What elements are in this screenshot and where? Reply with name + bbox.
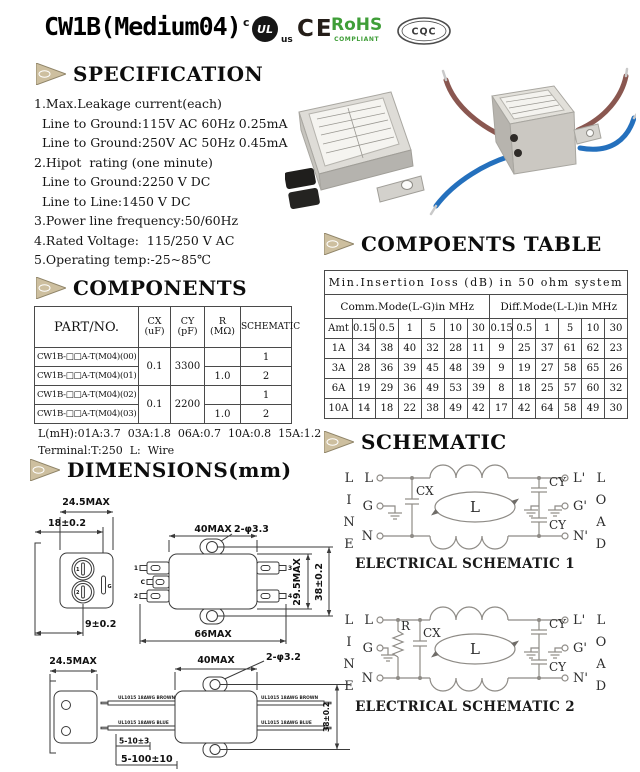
table-row	[35, 348, 292, 367]
line-letter: N	[343, 515, 355, 530]
wire-label-brown: UL1015 18AWG BROWN	[261, 696, 319, 701]
spec-line: 5.Operating temp:-25~85℃	[34, 252, 212, 267]
spec-line: Line to Ground:2250 V DC	[34, 174, 211, 189]
loss-cell: 38	[421, 399, 444, 419]
cqc-icon	[396, 16, 452, 46]
part-no: CW1B-□□A-T(M04)(02)	[35, 386, 139, 405]
dimension-drawing-wire-type	[28, 650, 355, 770]
part-no: CW1B-□□A-T(M04)(01)	[35, 367, 139, 386]
freq-cell: 10	[582, 319, 605, 339]
freq-cell: 30	[467, 319, 490, 339]
terminal-note: Terminal:T:250 L: Wire	[38, 444, 175, 457]
schematic-ref: 1	[241, 386, 292, 405]
comm-mode-header: Comm.Mode(L-G)in MHz	[325, 295, 490, 319]
cy-label: CY	[549, 518, 567, 532]
dim-overall-width: 24.5MAX	[49, 656, 97, 667]
rohs-compliant-label: COMPLIANT	[334, 36, 380, 43]
schematic-1-caption: ELECTRICAL SCHEMATIC 1	[355, 556, 575, 572]
components-table	[34, 306, 301, 424]
line-letter: I	[346, 493, 352, 508]
loss-cell: 18	[513, 379, 536, 399]
loss-cell: 64	[536, 399, 559, 419]
terminal-label: G'	[573, 641, 587, 656]
load-letter: A	[596, 657, 606, 672]
freq-cell: Amt	[325, 319, 353, 339]
loss-cell: 17	[490, 399, 513, 419]
section-components	[36, 276, 247, 300]
dim-mount-holes: 2-φ3.3	[234, 524, 269, 535]
dim-overall-width: 24.5MAX	[62, 497, 110, 508]
spec-line: 3.Power line frequency:50/60Hz	[34, 213, 239, 228]
part-no: CW1B-□□A-T(M04)(00)	[35, 348, 139, 367]
freq-cell: 1	[398, 319, 421, 339]
loss-cell: 65	[582, 359, 605, 379]
arrow-bullet-icon	[30, 459, 60, 481]
freq-cell: 1	[536, 319, 559, 339]
pin2-label: 2	[76, 590, 80, 596]
loss-cell: 9	[490, 339, 513, 359]
cy-value: 3300	[171, 348, 205, 386]
section-dimensions	[30, 458, 292, 482]
terminal-label: L	[364, 471, 373, 486]
line-letter: I	[346, 635, 352, 650]
terminal-label: G'	[573, 499, 587, 514]
loss-cell: 11	[467, 339, 490, 359]
inductor-label: L	[470, 640, 480, 658]
ground-slot-label: G	[107, 584, 112, 590]
loss-cell: 62	[582, 339, 605, 359]
ul-listed-icon	[241, 14, 297, 44]
table-row	[35, 386, 292, 405]
col-cx-unit: (uF)	[144, 326, 165, 337]
ul-c-label: c	[243, 16, 250, 29]
line-letter: N	[343, 657, 355, 672]
col-r	[205, 307, 241, 348]
loss-cell: 45	[421, 359, 444, 379]
cy-label: CY	[549, 475, 567, 489]
loss-cell: 42	[467, 399, 490, 419]
section-title: SPECIFICATION	[73, 62, 264, 86]
dim-strip-length: 5-10±3	[119, 736, 150, 746]
loss-cell: 28	[444, 339, 467, 359]
choke-arrow-icon	[431, 651, 439, 658]
amp-label: 3A	[325, 359, 353, 379]
loss-cell: 32	[604, 379, 627, 399]
dimension-drawing-terminal-type	[28, 492, 338, 652]
loss-cell: 49	[582, 399, 605, 419]
loss-cell: 49	[421, 379, 444, 399]
freq-cell: 0.15	[490, 319, 513, 339]
insertion-loss-table	[324, 270, 628, 419]
col-cy-unit: (pF)	[177, 326, 198, 337]
col-cx	[139, 307, 171, 348]
cy-label: CY	[549, 660, 567, 674]
product-photo-wire-type	[426, 66, 636, 234]
col-cy	[171, 307, 205, 348]
wire-label-blue: UL1015 18AWG BLUE	[261, 721, 312, 726]
terminal-label: N'	[573, 671, 588, 686]
col-r-label: R	[218, 315, 227, 327]
loss-cell: 8	[490, 379, 513, 399]
section-specification	[36, 62, 263, 86]
amp-label: 1A	[325, 339, 353, 359]
cy-value: 2200	[171, 386, 205, 424]
load-letter: D	[595, 679, 607, 694]
spec-line: 2.Hipot rating (one minute)	[34, 154, 213, 170]
col-schematic: SCHEMATIC	[241, 307, 292, 348]
loss-cell: 34	[353, 339, 376, 359]
section-title: COMPONENTS	[73, 276, 248, 300]
dim-wire-length: 5-100±10	[121, 754, 173, 765]
loss-title: Min.Insertion Ioss (dB) in 50 ohm system	[325, 271, 628, 295]
section-components-table	[324, 232, 602, 256]
freq-cell: 5	[421, 319, 444, 339]
spec-list	[34, 94, 288, 270]
loss-cell: 53	[444, 379, 467, 399]
loss-cell: 40	[398, 339, 421, 359]
cx-label: CX	[416, 484, 434, 498]
freq-cell: 0.15	[353, 319, 376, 339]
section-schematic	[324, 430, 507, 454]
section-title: SCHEMATIC	[361, 430, 507, 454]
line-letter: L	[344, 613, 354, 628]
rohs-icon	[331, 15, 382, 43]
load-letter: D	[595, 537, 607, 552]
freq-cell: 10	[444, 319, 467, 339]
terminal-3-label: 3	[288, 565, 293, 572]
terminal-label: N'	[573, 529, 588, 544]
arrow-bullet-icon	[324, 233, 354, 255]
cqc-label: CQC	[411, 26, 437, 38]
freq-header-row	[325, 319, 628, 339]
inductor-label: L	[470, 498, 480, 516]
col-r-unit: (MΩ)	[209, 326, 236, 337]
r-value-empty	[205, 386, 241, 405]
terminal-label: G	[362, 641, 373, 656]
schematic-2-caption: ELECTRICAL SCHEMATIC 2	[355, 699, 575, 715]
loss-cell: 39	[467, 379, 490, 399]
schematic-ref: 1	[241, 348, 292, 367]
loss-cell: 25	[536, 379, 559, 399]
loss-cell: 38	[375, 339, 398, 359]
load-letter: A	[596, 515, 606, 530]
top-view	[140, 534, 333, 644]
load-letter: O	[595, 493, 607, 508]
r-value: 1.0	[205, 367, 241, 386]
arrow-bullet-icon	[36, 277, 66, 299]
loss-cell: 39	[467, 359, 490, 379]
loss-cell: 58	[559, 359, 582, 379]
page-title: CW1B(Medium04)	[44, 12, 241, 41]
spec-line: 4.Rated Voltage: 115/250 V AC	[34, 232, 235, 248]
dim-hole-span: 38±0.2	[322, 701, 331, 733]
line-letter: E	[344, 537, 354, 552]
terminal-label: L'	[573, 471, 586, 486]
col-cx-label: CX	[147, 315, 162, 327]
line-letter: L	[344, 471, 354, 486]
loss-cell: 29	[375, 379, 398, 399]
diff-mode-header: Diff.Mode(L-L)in MHz	[490, 295, 628, 319]
freq-cell: 30	[604, 319, 627, 339]
loss-cell: 18	[375, 399, 398, 419]
choke-arrow-icon	[511, 641, 519, 648]
loss-cell: 26	[604, 359, 627, 379]
r-value: 1.0	[205, 405, 241, 424]
table-row	[325, 339, 628, 359]
loss-cell: 22	[398, 399, 421, 419]
schematic-ref: 2	[241, 405, 292, 424]
section-title: DIMENSIONS(mm)	[67, 458, 292, 482]
dim-9: 9±0.2	[85, 619, 117, 630]
terminal-label: L'	[573, 613, 586, 628]
loss-cell: 48	[444, 359, 467, 379]
dim-mount-holes: 2-φ3.2	[266, 652, 301, 663]
dim-body-height: 29.5MAX	[292, 558, 303, 606]
arrow-bullet-icon	[36, 63, 66, 85]
amp-label: 10A	[325, 399, 353, 419]
terminal-2-label: 2	[133, 593, 138, 600]
loss-cell: 23	[604, 339, 627, 359]
dim-18: 18±0.2	[48, 518, 87, 529]
loss-cell: 61	[559, 339, 582, 359]
table-row	[325, 359, 628, 379]
end-view	[50, 671, 97, 753]
part-no: CW1B-□□A-T(M04)(03)	[35, 405, 139, 424]
dim-hole-span: 38±0.2	[314, 562, 325, 602]
loss-cell: 9	[490, 359, 513, 379]
spec-line: 1.Max.Leakage current(each)	[34, 96, 222, 111]
loss-cell: 36	[375, 359, 398, 379]
freq-cell: 0.5	[375, 319, 398, 339]
cx-label: CX	[423, 626, 441, 640]
table-row	[325, 379, 628, 399]
loss-cell: 57	[559, 379, 582, 399]
terminal-label: N	[361, 529, 373, 544]
spec-line: Line to Ground:250V AC 50Hz 0.45mA	[34, 135, 288, 150]
terminal-1-label: 1	[133, 565, 138, 572]
loss-cell: 36	[398, 379, 421, 399]
end-view	[35, 512, 113, 636]
wire-label-brown: UL1015 18AWG BROWN	[118, 696, 176, 701]
terminal-4-label: 4	[288, 593, 293, 600]
terminal-c-label: C	[140, 579, 145, 586]
line-letter: E	[344, 679, 354, 694]
loss-cell: 32	[421, 339, 444, 359]
loss-cell: 37	[536, 339, 559, 359]
load-letter: L	[596, 471, 606, 486]
cx-value: 0.1	[139, 348, 171, 386]
ce-mark-icon: CE	[297, 16, 334, 42]
dim-body-width: 40MAX	[197, 655, 235, 666]
freq-cell: 5	[559, 319, 582, 339]
terminal-label: N	[361, 671, 373, 686]
loss-cell: 14	[353, 399, 376, 419]
spec-line: Line to Line:1450 V DC	[34, 193, 191, 209]
r-value-empty	[205, 348, 241, 367]
schematic-ref: 2	[241, 367, 292, 386]
loss-cell: 30	[604, 399, 627, 419]
wire-body-view	[101, 661, 350, 769]
loss-cell: 60	[582, 379, 605, 399]
spec-line: Line to Ground:115V AC 60Hz 0.25mA	[34, 115, 288, 131]
rohs-label: RoHS	[331, 15, 383, 35]
cy-label: CY	[549, 617, 567, 631]
dim-body-width: 40MAX	[194, 524, 232, 535]
inductance-note: L(mH):01A:3.7 03A:1.8 06A:0.7 10A:0.8 15A:1.2	[38, 427, 322, 440]
dim-total-width: 66MAX	[194, 629, 232, 640]
col-part-no: PART/NO.	[35, 307, 139, 348]
ul-us-label: us	[281, 35, 293, 44]
arrow-bullet-icon	[324, 431, 354, 453]
loss-cell: 28	[353, 359, 376, 379]
loss-cell: 58	[559, 399, 582, 419]
loss-cell: 19	[353, 379, 376, 399]
loss-cell: 42	[513, 399, 536, 419]
electrical-schematic-2	[335, 606, 635, 696]
load-letter: L	[596, 613, 606, 628]
wire-label-blue: UL1015 18AWG BLUE	[118, 721, 169, 726]
terminal-label: G	[362, 499, 373, 514]
loss-cell: 49	[444, 399, 467, 419]
loss-cell: 19	[513, 359, 536, 379]
product-photo-terminal-type	[285, 78, 425, 228]
ul-mark-label: UL	[257, 23, 273, 36]
amp-label: 6A	[325, 379, 353, 399]
load-letter: O	[595, 635, 607, 650]
loss-cell: 39	[398, 359, 421, 379]
col-cy-label: CY	[180, 315, 195, 327]
pin1-label: 1	[76, 567, 80, 573]
loss-cell: 25	[513, 339, 536, 359]
loss-cell: 27	[536, 359, 559, 379]
terminal-label: L	[364, 613, 373, 628]
cx-value: 0.1	[139, 386, 171, 424]
choke-arrow-icon	[511, 499, 519, 506]
r-label: R	[401, 619, 411, 633]
table-row	[325, 399, 628, 419]
choke-arrow-icon	[431, 509, 439, 516]
section-title: COMPOENTS TABLE	[361, 232, 602, 256]
freq-cell: 0.5	[513, 319, 536, 339]
electrical-schematic-1	[335, 464, 635, 554]
